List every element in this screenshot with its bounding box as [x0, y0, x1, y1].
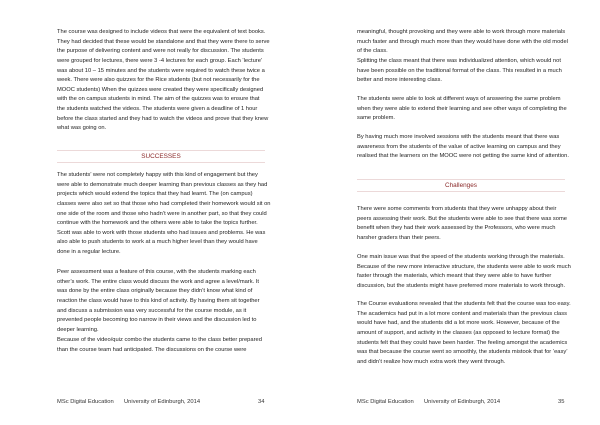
paragraph [357, 300, 571, 367]
paragraph [357, 253, 571, 292]
text-line: The students’ were not completely happy with this kind of engagement but they [57, 172, 258, 178]
text-line: MOOC students) When the quizzes were created they were specifically designed [57, 86, 264, 93]
text-line: was done by the entire class originally because they didn’t know what kind of [57, 288, 253, 295]
text-line: were able to demonstrate much deeper learning than previous classes as they had [57, 181, 268, 188]
page-number: 35 [558, 399, 565, 405]
text-line: Splitting the class meant that there was individualized attention, which would not [357, 57, 561, 64]
paragraph [357, 205, 567, 244]
footer-institution: University of Edinburgh, 2014 [124, 399, 201, 405]
text-line: done in a regular lecture. [57, 249, 121, 256]
text-line: also able to push students to work at a much higher level than they would have [57, 239, 258, 246]
paragraph [57, 268, 260, 335]
text-line: meaningful, thought provoking and they were able to work through more materials [357, 29, 566, 35]
text-line: benefit when they had their work assessed by the Professors, who were much [357, 225, 556, 232]
text-line: the purpose of delivering content and were not really for discussion. The students [57, 48, 264, 55]
text-line: discussion, but the students might have preferred more materials to work through. [357, 282, 566, 289]
text-line: when they were able to extend their learning and see other ways of completing the [357, 105, 567, 112]
text-line: By having much more involved sessions with the students meant that there was [357, 134, 560, 140]
text-line: same problem. [357, 115, 396, 122]
text-line: reaction the class would have to this kind of activity. By having them sit together [57, 297, 260, 304]
text-line: harsher graders than their peers. [357, 234, 441, 241]
text-line: one side of the room and those who hadn’t were in another part, so that they could [57, 210, 267, 217]
section-heading-successes: SUCCESSES [57, 150, 265, 163]
text-line: prevented people becoming too narrow in their views and the discussion led to [57, 317, 257, 324]
text-line: what was going on. [57, 125, 107, 132]
paragraph [357, 95, 567, 124]
page-number: 34 [258, 399, 265, 405]
text-line: Peer assessment was a feature of this course, with the students marking each [57, 269, 256, 275]
text-line: Because of the new more interactive structure, the students were able to work much [357, 263, 571, 270]
paragraph [57, 28, 270, 134]
text-line: was about 10 – 15 minutes and the students were required to watch these twice a [57, 67, 265, 74]
text-line: peers assessing their work. But the students were able to see that there was some [357, 215, 567, 222]
text-line: amount of support, and activity in the classes (as opposed to lecture format) the [357, 329, 560, 336]
paragraph [357, 133, 569, 162]
text-line: awareness from the students of the value of active learning on campus and they [357, 143, 561, 150]
text-line: deeper learning. [57, 326, 99, 333]
text-line: There were some comments from students that they were unhappy about their [357, 206, 557, 212]
text-line: have been possible on the traditional format of the class. This resulted in a much [357, 67, 562, 74]
text-line: One main issue was that the speed of the students working through the materials. [357, 254, 565, 260]
footer-program: MSc Digital Education [357, 399, 414, 405]
text-line: Because of the video/quiz combo the students came to the class better prepared [57, 337, 262, 343]
text-line: was that because the course went so smoothly, the students mistook that for ‘easy’ [357, 349, 568, 356]
text-line: and didn’t realize how much extra work they went through. [357, 358, 506, 365]
text-line: much faster and through much more than they would have done with the old model [357, 38, 568, 45]
section-heading-challenges: Challenges [357, 179, 565, 192]
text-line: classes were also set so that those who had completed their homework would sit on [57, 200, 271, 207]
text-line: The course was designed to include videos that were the equivalent of text books. [57, 29, 266, 35]
text-line: realised that the learners on the MOOC were not getting the same kind of attention. [357, 153, 569, 160]
footer-program: MSc Digital Education [57, 399, 114, 405]
text-line: other’s work. The entire class would discuss the work and agree a level/mark. It [57, 278, 259, 285]
text-line: They had decided that these would be standalone and that they were there to serve [57, 38, 270, 45]
text-line: The students were able to look at different ways of answering the same problem [357, 96, 561, 102]
text-line: The Course evaluations revealed that the students felt that the course was too easy. [357, 301, 571, 307]
text-line: before the class started and they had to watch the videos and prove that they knew [57, 115, 269, 122]
text-line: Scott was able to work with those students who had issues and problems. He was [57, 229, 266, 236]
text-line: than the course team had anticipated. The discussions on the course were [57, 346, 247, 353]
text-line: the students watched the videos. The students were given a deadline of 1 hour [57, 106, 258, 113]
text-line: continue with the homework and the others were able to take the topics further. [57, 220, 258, 227]
text-line: and discuss a submission was very successful for the course module, as it [57, 307, 247, 314]
text-line: week. There were also quizzes for the Rice students (but not necessarily for the [57, 77, 260, 84]
text-line: better and more interesting class. [357, 77, 443, 84]
text-line: with the on campus students in mind. The aim of the quizzes was to ensure that [57, 96, 260, 103]
paragraph [357, 28, 568, 86]
text-line: would have had, and the students did a lot more work. However, because of the [357, 320, 560, 327]
text-line: students felt that they could have been harder. The feeling amongst the academics [357, 339, 568, 346]
right-page [300, 0, 600, 425]
paragraph [57, 336, 262, 355]
text-line: projects which would extend the topics that they had learnt. The (on campus) [57, 191, 253, 198]
text-line: were grouped for lectures, there were 3 -4 lectures for each group. Each ‘lecture’ [57, 57, 263, 64]
text-line: of the class. [357, 48, 388, 55]
text-line: The academics had put in a lot more content and materials than the previous class [357, 310, 567, 317]
text-line: faster through the materials, which meant that they were able to have further [357, 273, 552, 280]
paragraph [57, 171, 271, 258]
footer-institution: University of Edinburgh, 2014 [424, 399, 501, 405]
